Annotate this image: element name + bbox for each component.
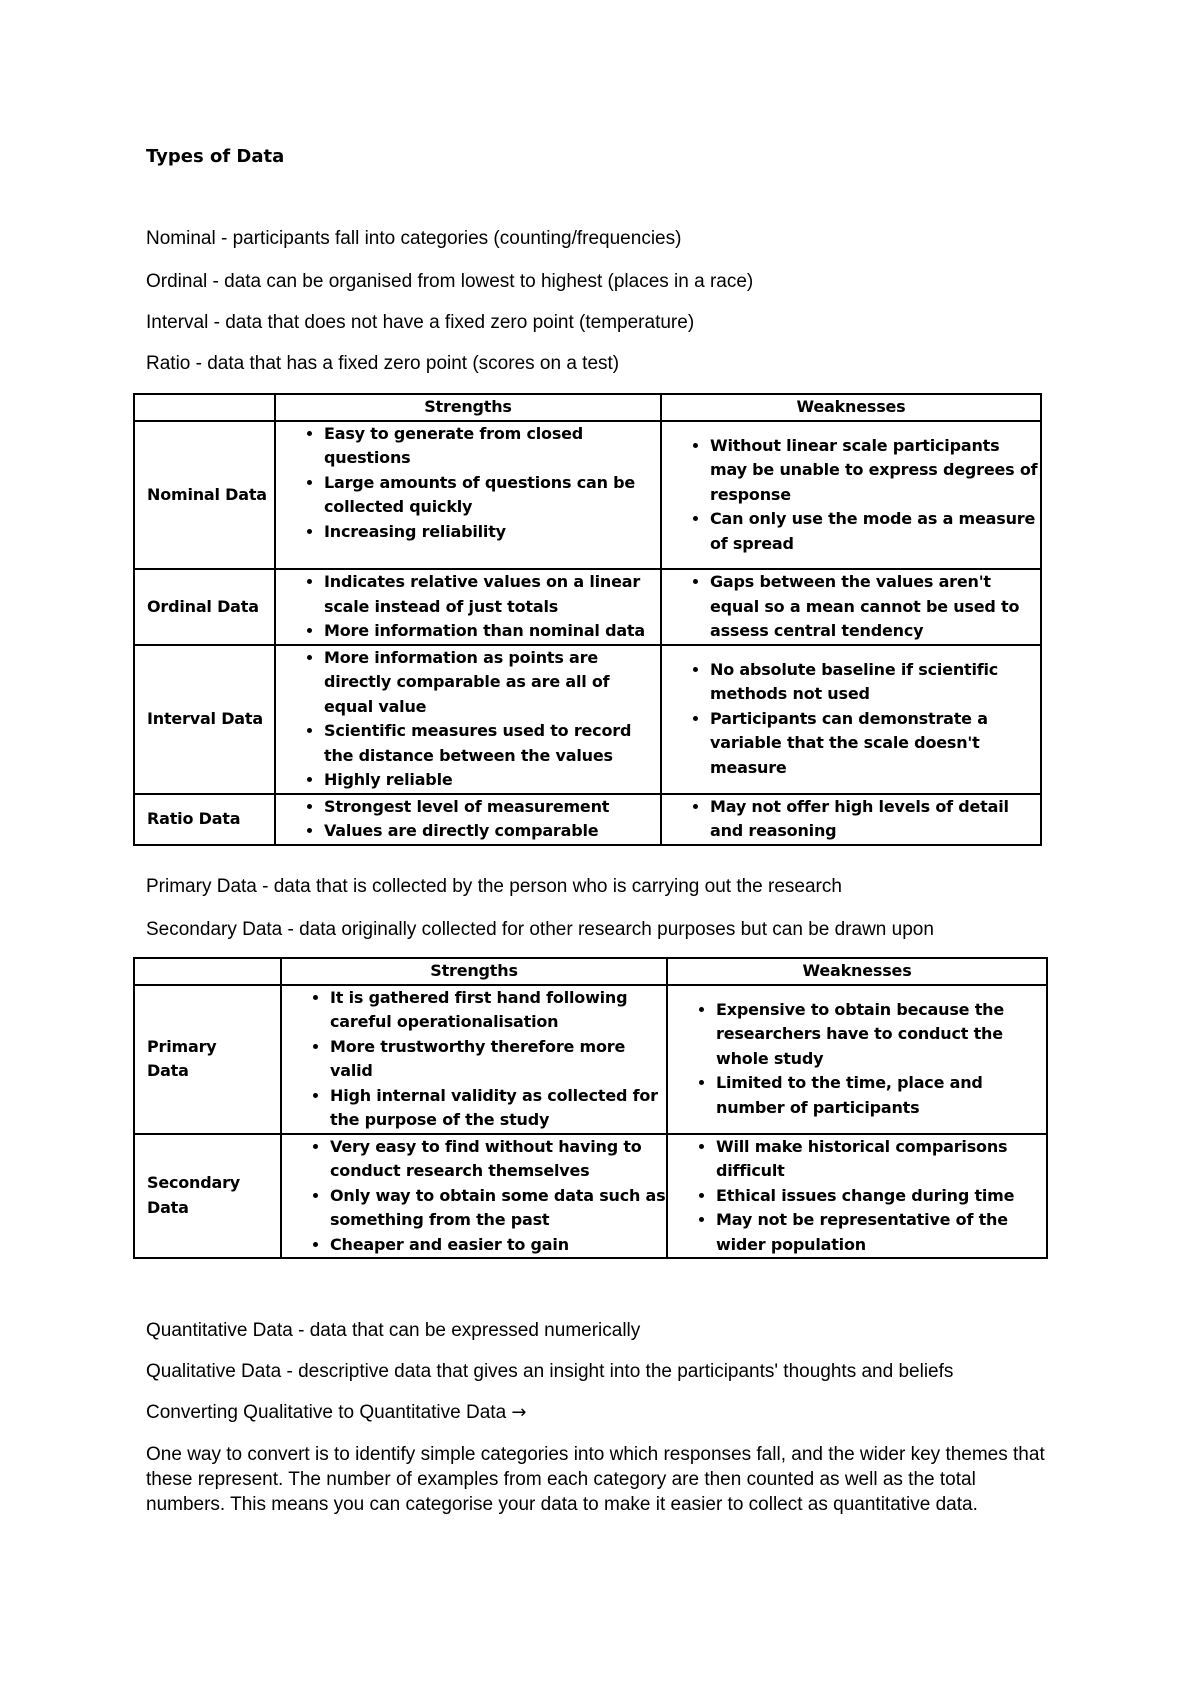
list-item: • Ethical issues change during time <box>716 1184 1046 1209</box>
strengths-cell <box>275 794 661 845</box>
weaknesses-cell <box>661 645 1041 794</box>
definition-qualitative: Qualitative Data - descriptive data that gives an insight into the participants' thoughts and beliefs <box>146 1361 954 1382</box>
list-item: • Large amounts of questions can be collected quickly <box>324 471 660 520</box>
row-label-ratio: Ratio Data <box>134 794 275 845</box>
header-strengths: Strengths <box>275 394 661 421</box>
table-row <box>134 645 1041 794</box>
list-item: • More information as points are directly comparable as are all of equal value <box>324 646 660 720</box>
list-item: • Easy to generate from closed questions <box>324 422 660 471</box>
list-item: • High internal validity as collected for the purpose of the study <box>330 1084 666 1133</box>
list-item: • More trustworthy therefore more valid <box>330 1035 666 1084</box>
list-item: • Will make historical comparisons difficult <box>716 1135 1046 1184</box>
list-item: • Scientific measures used to record the distance between the values <box>324 719 660 768</box>
strengths-cell <box>281 985 667 1134</box>
table-row <box>134 794 1041 845</box>
definition-quantitative: Quantitative Data - data that can be expressed numerically <box>146 1320 641 1341</box>
strengths-cell <box>281 1134 667 1259</box>
list-item: • Highly reliable <box>324 768 660 793</box>
converting-heading <box>146 1402 527 1424</box>
row-label-interval: Interval Data <box>134 645 275 794</box>
row-label-nominal: Nominal Data <box>134 421 275 570</box>
list-item: • Cheaper and easier to gain <box>330 1233 666 1258</box>
list-item: • Can only use the mode as a measure of spread <box>710 507 1040 556</box>
converting-label: Converting Qualitative to Quantitative Data <box>146 1402 507 1423</box>
definition-interval: Interval - data that does not have a fixed zero point (temperature) <box>146 312 695 333</box>
header-strengths: Strengths <box>281 958 667 985</box>
list-item: • May not offer high levels of detail and reasoning <box>710 795 1040 844</box>
list-item: • Indicates relative values on a linear scale instead of just totals <box>324 570 660 619</box>
right-arrow-icon: → <box>511 1402 527 1423</box>
definition-nominal: Nominal - participants fall into categories (counting/frequencies) <box>146 228 682 249</box>
weaknesses-cell <box>667 1134 1047 1259</box>
list-item: • Increasing reliability <box>324 520 660 545</box>
table-row <box>134 985 1047 1134</box>
row-label-primary: Primary Data <box>134 985 281 1134</box>
weaknesses-cell <box>661 421 1041 570</box>
list-item: • It is gathered first hand following careful operationalisation <box>330 986 666 1035</box>
conversion-paragraph: One way to convert is to identify simple categories into which responses fall, and the wider key themes that these represent. The number of examples from each category are then counted as well as the total numbers. This means you can categorise your data to make it easier to collect as quantitative data. <box>146 1444 1045 1515</box>
header-weaknesses: Weaknesses <box>661 394 1041 421</box>
list-item: • Limited to the time, place and number of participants <box>716 1071 1046 1120</box>
strengths-cell <box>275 421 661 570</box>
page-title: Types of Data <box>146 146 285 167</box>
data-levels-table <box>133 393 1042 846</box>
list-item: • No absolute baseline if scientific methods not used <box>710 658 1040 707</box>
row-label-secondary: Secondary Data <box>134 1134 281 1259</box>
list-item: • Without linear scale participants may be unable to express degrees of response <box>710 434 1040 508</box>
header-blank <box>134 394 275 421</box>
list-item: • May not be representative of the wider population <box>716 1208 1046 1257</box>
list-item: • Values are directly comparable <box>324 819 660 844</box>
list-item: • Expensive to obtain because the researchers have to conduct the whole study <box>716 998 1046 1072</box>
list-item: • Only way to obtain some data such as something from the past <box>330 1184 666 1233</box>
table-row <box>134 421 1041 570</box>
list-item: • Strongest level of measurement <box>324 795 660 820</box>
weaknesses-cell <box>661 569 1041 645</box>
definition-ratio: Ratio - data that has a fixed zero point (scores on a test) <box>146 353 620 374</box>
header-weaknesses: Weaknesses <box>667 958 1047 985</box>
row-label-ordinal: Ordinal Data <box>134 569 275 645</box>
list-item: • Participants can demonstrate a variable that the scale doesn't measure <box>710 707 1040 781</box>
strengths-cell <box>275 569 661 645</box>
weaknesses-cell <box>661 794 1041 845</box>
table-header-row <box>134 958 1047 985</box>
weaknesses-cell <box>667 985 1047 1134</box>
definition-ordinal: Ordinal - data can be organised from lowest to highest (places in a race) <box>146 271 754 292</box>
list-item: • More information than nominal data <box>324 619 660 644</box>
header-blank <box>134 958 281 985</box>
table-row <box>134 1134 1047 1259</box>
table-row <box>134 569 1041 645</box>
primary-secondary-table <box>133 957 1048 1259</box>
list-item: • Very easy to find without having to conduct research themselves <box>330 1135 666 1184</box>
definition-primary: Primary Data - data that is collected by the person who is carrying out the research <box>146 876 842 897</box>
list-item: • Gaps between the values aren't equal so a mean cannot be used to assess central tendency <box>710 570 1040 644</box>
table-header-row <box>134 394 1041 421</box>
definition-secondary: Secondary Data - data originally collected for other research purposes but can be drawn upon <box>146 919 934 940</box>
strengths-cell <box>275 645 661 794</box>
